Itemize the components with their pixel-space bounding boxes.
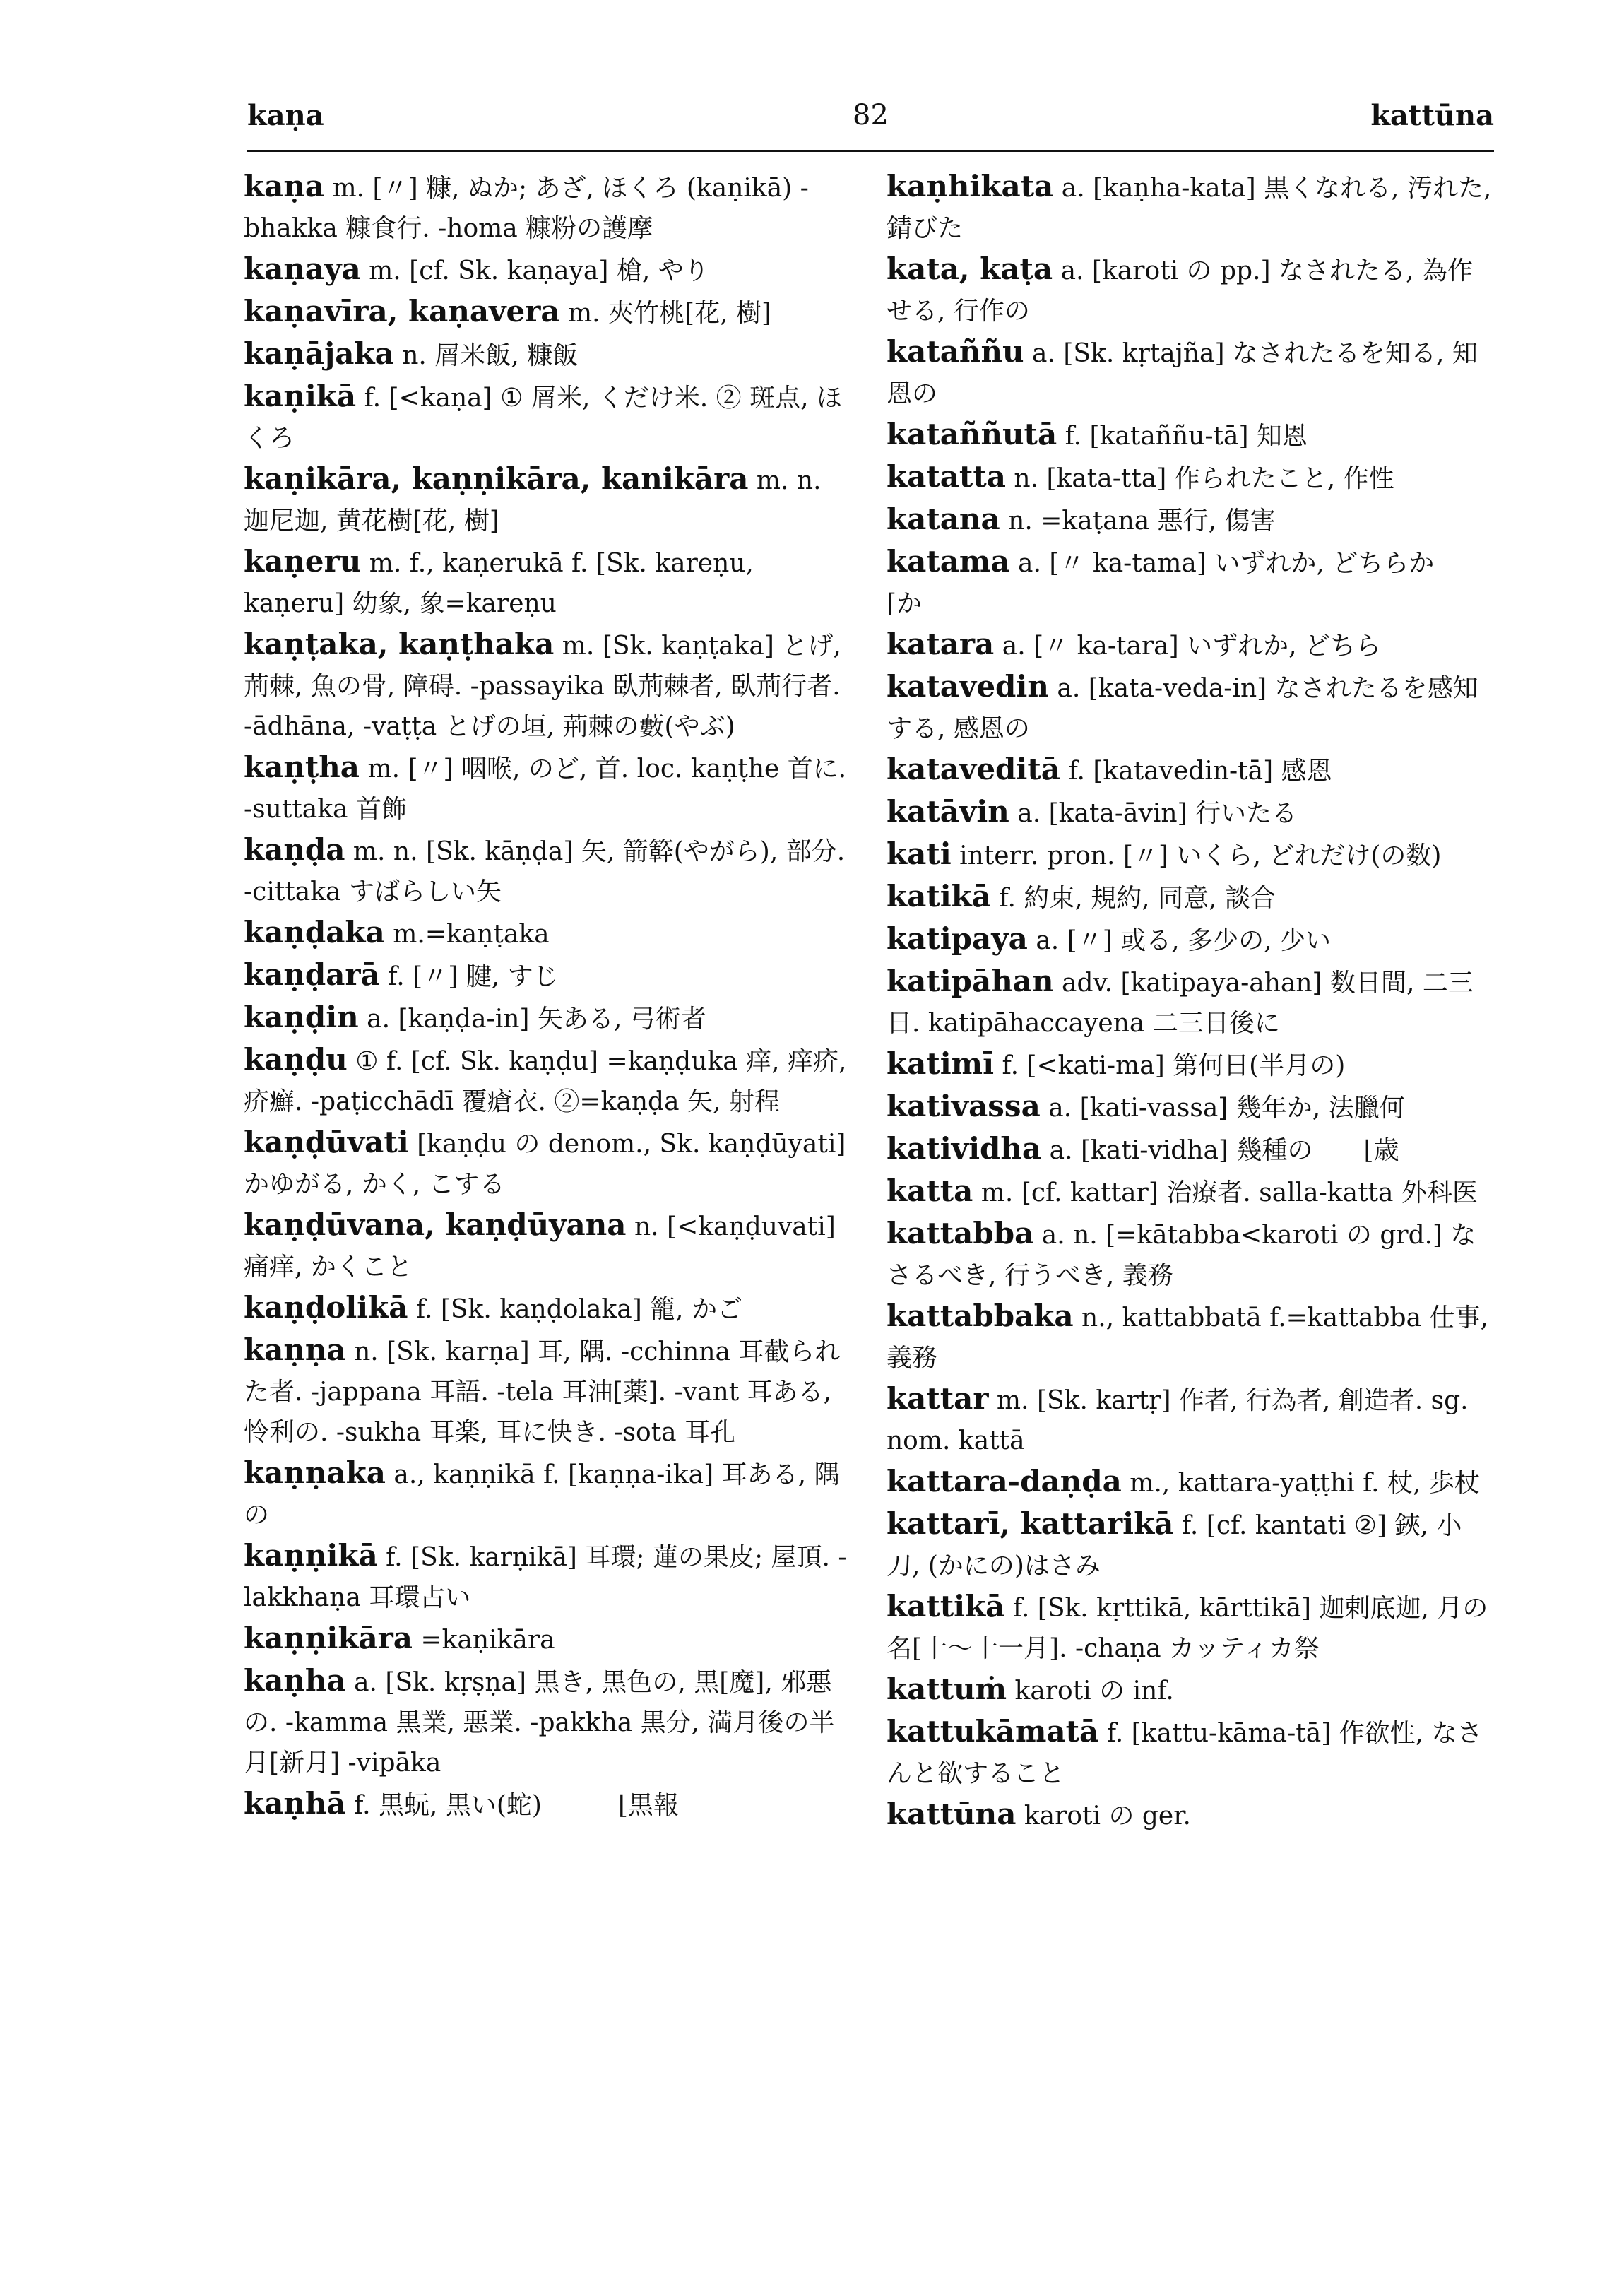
dictionary-entry: [244, 1535, 851, 1618]
header-rule: [247, 150, 1494, 152]
entry-headword: katividha: [887, 1131, 1042, 1166]
entry-headword: kaṇḍin: [244, 1000, 359, 1034]
entry-headword: kaṇḍūvana, kaṇḍūyana: [244, 1207, 627, 1242]
left-column: [244, 166, 851, 1826]
entry-definition: f. [Sk. karṇikā] 耳環; 蓮の果皮; 屋頂. -lakkhaṇa 耳環占い: [244, 1543, 847, 1612]
dictionary-entry: [244, 1783, 851, 1826]
dictionary-entry: [887, 456, 1494, 499]
entry-definition: m. [〃] 咽喉, のど, 首. loc. kaṇṭhe 首に. -suttaka 首飾: [244, 755, 847, 824]
dictionary-entry: [887, 1378, 1494, 1461]
dictionary-entry: [244, 954, 851, 997]
dictionary-entry: [244, 1205, 851, 1287]
dictionary-entry: [244, 829, 851, 912]
entry-headword: kattabba: [887, 1216, 1034, 1251]
entry-definition: a. [〃] 或る, 多少の, 少い: [1036, 926, 1331, 955]
dictionary-entry: [887, 166, 1494, 249]
entry-definition: m. 夾竹桃[花, 樹]: [568, 299, 772, 328]
dictionary-entry: [244, 1287, 851, 1330]
entry-definition: karoti の ger.: [1024, 1802, 1191, 1831]
entry-definition: f. 約束, 規約, 同意, 談合: [999, 884, 1276, 913]
entry-definition: n. [Sk. karṇa] 耳, 隅. -cchinna 耳截られた者. -jappana 耳語. -tela 耳油[薬]. -vant 耳ある, 怜利の. -sukha 耳楽, 耳に快き. -sota 耳孔: [244, 1337, 841, 1447]
dictionary-entry: [887, 834, 1494, 876]
entry-headword: kaṇha: [244, 1663, 346, 1698]
entry-headword: kaṇḍu: [244, 1042, 348, 1077]
entry-definition: f. [Sk. kaṇḍolaka] 籠, かご: [415, 1295, 743, 1324]
entry-headword: kaṇḍolikā: [244, 1290, 408, 1325]
entry-definition: n., kattabbatā f.=kattabba 仕事, 義務: [887, 1303, 1488, 1373]
dictionary-entry: [244, 249, 851, 291]
entry-definition: m. n. 迦尼迦, 黄花樹[花, 樹]: [244, 466, 822, 536]
entry-definition: f. [kattu-kāma-tā] 作欲性, なさんと欲すること: [887, 1719, 1483, 1788]
entry-headword: kati: [887, 836, 952, 871]
entry-definition: a. [〃 ka-tama] いずれか, どちらか ⌈か: [887, 549, 1511, 618]
dictionary-entry: [887, 1171, 1494, 1213]
dictionary-entry: [887, 624, 1494, 666]
entry-headword: kataveditā: [887, 752, 1060, 786]
entry-headword: kataññu: [887, 334, 1024, 369]
entry-definition: f. [<kati-ma] 第何日(半月の): [1002, 1051, 1346, 1080]
entry-headword: katara: [887, 627, 995, 661]
entry-definition: m. [Sk. kartṛ] 作者, 行為者, 創造者. sg. nom. kattā: [887, 1386, 1469, 1455]
entry-definition: a. n. [=kātabba<karoti の grd.] なさるべき, 行うべき, 義務: [887, 1221, 1476, 1290]
dictionary-entry: [887, 918, 1494, 961]
entry-headword: katipaya: [887, 921, 1028, 956]
entry-headword: katikā: [887, 879, 991, 914]
dictionary-entry: [244, 166, 851, 249]
dictionary-entry: [244, 1618, 851, 1660]
entry-headword: kattukāmatā: [887, 1714, 1099, 1749]
entry-definition: interr. pron. [〃] いくら, どれだけ(の数): [959, 841, 1442, 870]
entry-headword: kattarī, kattarikā: [887, 1506, 1174, 1541]
page-header: [247, 99, 1494, 141]
entry-headword: katta: [887, 1173, 973, 1208]
entry-definition: f. [cf. kantati ②] 鋏, 小刀, (かにの)はさみ: [887, 1511, 1462, 1580]
dictionary-entry: [887, 961, 1494, 1043]
entry-headword: kattar: [887, 1381, 989, 1416]
entry-headword: katavedin: [887, 669, 1049, 704]
entry-headword: kataññutā: [887, 417, 1057, 451]
dictionary-entry: [887, 1503, 1494, 1586]
dictionary-entry: [887, 1128, 1494, 1171]
entry-headword: kattuṁ: [887, 1672, 1007, 1706]
entry-headword: kaṇājaka: [244, 336, 394, 371]
entry-definition: m. f., kaṇerukā f. [Sk. kareṇu, kaṇeru] 幼象, 象=kareṇu: [244, 549, 754, 618]
entry-definition: m. [Sk. kaṇṭaka] とげ, 荊棘, 魚の骨, 障碍. -passayika 臥荊棘者, 臥荊行者. -ādhāna, -vaṭṭa とげの垣, 荊棘の藪(やぶ): [244, 632, 841, 741]
dictionary-entry: [887, 1711, 1494, 1794]
dictionary-entry: [887, 1296, 1494, 1378]
entry-definition: n. =kaṭana 悪行, 傷害: [1008, 507, 1276, 536]
dictionary-entry: [244, 1122, 851, 1205]
entry-definition: a. [kati-vassa] 幾年か, 法臘何: [1048, 1094, 1405, 1123]
entry-definition: m. [cf. Sk. kaṇaya] 槍, やり: [369, 256, 709, 285]
right-column: [887, 166, 1511, 1836]
dictionary-entry: [244, 333, 851, 376]
entry-headword: kaṇṇikā: [244, 1538, 378, 1573]
entry-headword: kaṇṇa: [244, 1332, 346, 1367]
entry-definition: n. [<kaṇḍuvati] 痛痒, かくこと: [244, 1212, 836, 1282]
entry-headword: katipāhan: [887, 964, 1054, 998]
entry-headword: kattūna: [887, 1797, 1017, 1831]
dictionary-entry: [887, 249, 1494, 331]
entry-headword: kaṇa: [244, 169, 325, 203]
dictionary-entry: [887, 331, 1494, 414]
left-guide-word: kaṇa: [247, 99, 324, 132]
entry-headword: kaṇavīra, kaṇavera: [244, 294, 560, 329]
entry-definition: m. [cf. kattar] 治療者. salla-katta 外科医: [980, 1178, 1478, 1207]
entry-headword: katama: [887, 544, 1010, 579]
entry-definition: a. [kata-veda-in] なされたるを感知する, 感恩の: [887, 674, 1478, 743]
dictionary-entry: [244, 1330, 851, 1453]
entry-definition: a. [Sk. kṛṣṇa] 黒き, 黒色の, 黒[魔], 邪悪の. -kamma 黒業, 悪業. -pakkha 黒分, 満月後の半月[新月] -vipāka: [244, 1668, 835, 1778]
dictionary-entry: [887, 666, 1494, 749]
dictionary-entry: [887, 1669, 1494, 1711]
entry-headword: kaṇeru: [244, 544, 362, 579]
dictionary-entry: [887, 541, 1511, 624]
entry-headword: kaṇhā: [244, 1786, 346, 1821]
entry-definition: =kaṇikāra: [420, 1626, 555, 1655]
entry-definition: n. 屑米飯, 糠飯: [402, 341, 579, 370]
dictionary-entry: [244, 541, 851, 624]
entry-definition: f. [katavedin-tā] 感恩: [1068, 757, 1332, 786]
page-number: 82: [853, 99, 889, 131]
entry-headword: kaṇṇaka: [244, 1455, 386, 1490]
entry-headword: kattikā: [887, 1589, 1005, 1624]
dictionary-entry: [244, 459, 851, 541]
entry-headword: kaṇaya: [244, 252, 361, 286]
entry-definition: f. [<kaṇa] ① 屑米, くだけ米. ② 斑点, ほくろ: [244, 384, 842, 453]
entry-definition: m. [〃] 糠, ぬか; あざ, ほくろ (kaṇikā) -bhakka 糠食行. -homa 糠粉の護摩: [244, 174, 809, 243]
entry-headword: kaṇṭha: [244, 750, 360, 784]
entry-headword: kaṇṭaka, kaṇṭhaka: [244, 627, 555, 661]
entry-headword: kaṇṇikāra: [244, 1621, 413, 1655]
dictionary-entry: [244, 997, 851, 1039]
dictionary-entry: [244, 376, 851, 459]
dictionary-entry: [887, 1213, 1494, 1296]
entry-definition: a., kaṇṇikā f. [kaṇṇa-ika] 耳ある, 隅の: [244, 1460, 840, 1530]
entry-headword: kaṇikāra, kaṇṇikāra, kanikāra: [244, 461, 749, 496]
dictionary-entry: [244, 291, 851, 333]
entry-headword: kaṇḍūvati: [244, 1125, 409, 1159]
entry-headword: katatta: [887, 459, 1006, 494]
dictionary-entry: [887, 791, 1494, 834]
entry-definition: f. [Sk. kṛttikā, kārttikā] 迦剌底迦, 月の名[十～十一月]. -chaṇa カッティカ祭: [887, 1594, 1488, 1663]
entry-headword: katimī: [887, 1046, 995, 1081]
entry-headword: kata, kaṭa: [887, 252, 1053, 286]
dictionary-entry: [244, 624, 851, 747]
entry-definition: m., kattara-yaṭṭhi f. 杖, 歩杖: [1130, 1469, 1480, 1498]
entry-headword: katāvin: [887, 794, 1009, 829]
dictionary-entry: [887, 1043, 1494, 1086]
dictionary-entry: [887, 876, 1494, 918]
entry-definition: ① f. [cf. Sk. kaṇḍu] =kaṇḍuka 痒, 痒疥, 疥癬. -paṭicchādī 覆瘡衣. ②=kaṇḍa 矢, 射程: [244, 1047, 847, 1116]
dictionary-entry: [887, 749, 1494, 791]
entry-definition: a. [kati-vidha] 幾種の ⌊歳: [1049, 1136, 1399, 1165]
dictionary-entry: [244, 912, 851, 954]
entry-definition: f. 黒蚖, 黒い(蛇) ⌊黒報: [354, 1791, 680, 1820]
entry-definition: f. [kataññu-tā] 知恩: [1065, 422, 1308, 451]
dictionary-entry: [887, 1794, 1494, 1836]
entry-headword: kattara-daṇḍa: [887, 1464, 1122, 1498]
entry-headword: kaṇḍaka: [244, 915, 385, 950]
dictionary-entry: [244, 747, 851, 829]
entry-definition: a. [kata-āvin] 行いたる: [1017, 799, 1298, 828]
entry-definition: n. [kata-tta] 作られたこと, 作性: [1014, 464, 1394, 493]
entry-headword: kaṇikā: [244, 379, 357, 413]
dictionary-entry: [244, 1660, 851, 1783]
dictionary-entry: [887, 414, 1494, 456]
dictionary-entry: [244, 1039, 851, 1122]
dictionary-entry: [887, 1586, 1494, 1669]
entry-definition: a. [kaṇḍa-in] 矢ある, 弓術者: [367, 1005, 706, 1034]
entry-definition: a. [kaṇha-kata] 黒くなれる, 汚れた, 錆びた: [887, 174, 1492, 243]
dictionary-entry: [887, 1461, 1494, 1503]
dictionary-entry: [244, 1453, 851, 1535]
entry-definition: a. [〃 ka-tara] いずれか, どちら: [1002, 632, 1381, 661]
entry-definition: a. [karoti の pp.] なされたる, 為作せる, 行作の: [887, 256, 1473, 326]
entry-headword: katana: [887, 502, 1000, 536]
entry-headword: kaṇhikata: [887, 169, 1054, 203]
dictionary-entry: [887, 499, 1494, 541]
right-guide-word: kattūna: [1370, 99, 1494, 132]
entry-headword: kattabbaka: [887, 1299, 1074, 1333]
entry-definition: a. [Sk. kṛtajña] なされたるを知る, 知恩の: [887, 339, 1478, 408]
entry-headword: kaṇḍarā: [244, 957, 380, 992]
entry-definition: m.=kaṇṭaka: [393, 920, 550, 949]
entry-definition: [kaṇḍu の denom., Sk. kaṇḍūyati] かゆがる, かく, こする: [244, 1130, 846, 1199]
entry-definition: adv. [katipaya-ahan] 数日間, 二三日. katipāhaccayena 二三日後に: [887, 969, 1474, 1038]
entry-headword: kaṇḍa: [244, 832, 345, 867]
entry-definition: f. [〃] 腱, すじ: [388, 962, 559, 991]
dictionary-entry: [887, 1086, 1494, 1128]
entry-headword: kativassa: [887, 1089, 1041, 1123]
entry-definition: karoti の inf.: [1014, 1677, 1174, 1705]
entry-definition: m. n. [Sk. kāṇḍa] 矢, 箭簳(やがら), 部分. -cittaka すばらしい矢: [244, 837, 846, 906]
